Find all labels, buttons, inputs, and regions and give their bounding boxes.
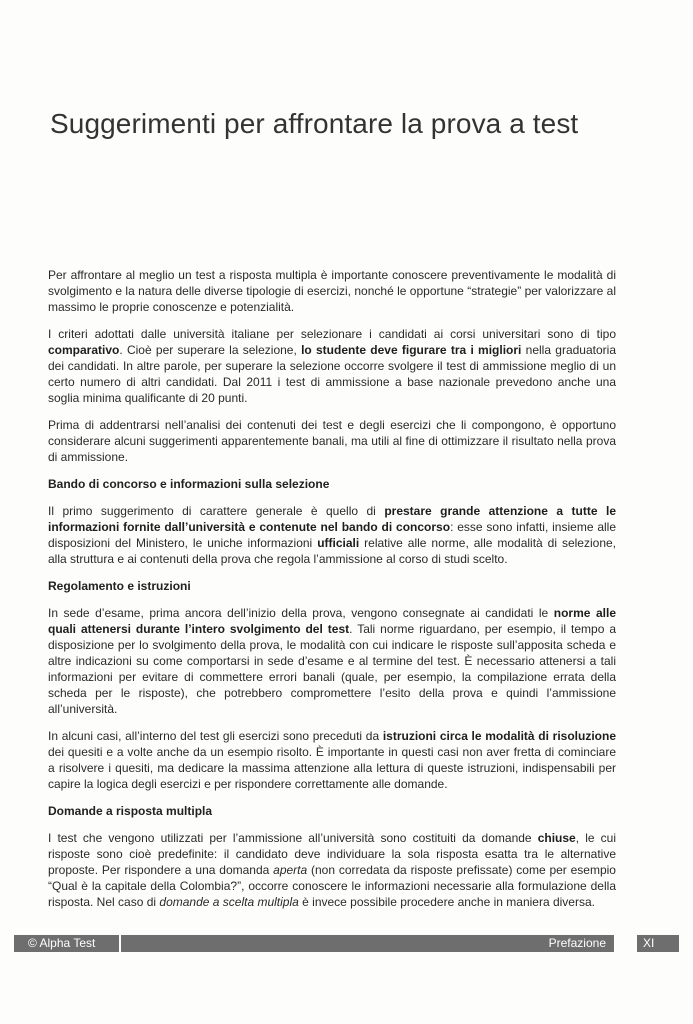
regolamento-paragraph — [48, 605, 616, 717]
bold-term: norme alle quali attenersi durante l’intero svolgimento del test — [48, 606, 617, 636]
text-run: , le cui risposte sono cioè predefinite: il candidato deve individuare la sola risposta esatta tra le alternative proposte. Per rispondere a una domanda — [48, 831, 616, 877]
italic-term: aperta — [273, 863, 308, 877]
text-run: è invece possibile procedere anche in maniera diversa. — [298, 895, 595, 909]
text-run: (non corredata da risposte prefissate) come per esempio “Qual è la capitale della Colombia?”, occorre conoscere le informazioni necessarie alla formulazione della risposta. Nel caso di — [48, 863, 616, 909]
preface-paragraph: Prima di addentrarsi nell’analisi dei contenuti dei test e degli esercizi che li compongono, è opportuno considerare alcuni suggerimenti apparentemente banali, ma utili al fine di ottimizzare il risultato nella prova di ammissione. — [48, 418, 616, 464]
text-run: Il primo suggerimento di carattere generale è quello di — [48, 504, 385, 518]
text-run: I criteri adottati dalle università italiane per selezionare i candidati ai corsi universitari sono di tipo — [48, 327, 616, 341]
section-heading-regolamento: Regolamento e istruzioni — [48, 579, 191, 593]
istruzioni-paragraph — [48, 728, 616, 792]
body-text — [48, 267, 616, 921]
page-title: Suggerimenti per affrontare la prova a test — [50, 108, 579, 139]
text-run: In sede d’esame, prima ancora dell’inizio della prova, vengono consegnate ai candidati le — [48, 606, 554, 620]
bold-term: lo studente deve figurare tra i migliori — [301, 343, 522, 357]
bold-term: chiuse — [537, 831, 576, 845]
domande-paragraph — [48, 830, 616, 910]
italic-term: domande a scelta multipla — [159, 895, 299, 909]
text-run: relative alle norme, alle modalità di selezione, alla struttura e ai contenuti della prova che regola l’ammissione al corso di studi scelto. — [48, 536, 616, 566]
intro-paragraph: Per affrontare al meglio un test a risposta multipla è importante conoscere preventivamente le modalità di svolgimento e la natura delle diverse tipologie di esercizi, nonché le opportune “strategie” per valorizzare al massimo le proprie conoscenze e potenzialità. — [48, 268, 616, 314]
text-run: . Tali norme riguardano, per esempio, il tempo a disposizione per lo svolgimento della prova, le modalità con cui indicare le risposte sull’apposita scheda e altre indicazioni su come comportarsi in sede d’esame e al termine del test. È necessario attenersi a tali informazioni per evitare di commettere errori banali (quale, per esempio, la compilazione errata della scheda per le risposte), che potrebbero compromettere l’esito della prova e quindi l’ammissione all’università. — [48, 622, 616, 716]
footer-publisher: © Alpha Test — [14, 935, 119, 952]
bold-term: ufficiali — [317, 536, 360, 550]
text-run: I test che vengono utilizzati per l’ammissione all’università sono costituiti da domande — [48, 831, 538, 845]
text-run: : esse sono infatti, insieme alle disposizioni del Ministero, le uniche informazioni — [48, 520, 617, 550]
bold-term: istruzioni circa le modalità di risoluzione — [382, 729, 616, 743]
bold-term: comparativo — [48, 343, 120, 357]
text-run: . Cioè per superare la selezione, — [119, 343, 302, 357]
criteria-paragraph — [48, 326, 616, 406]
text-run: In alcuni casi, all’interno del test gli esercizi sono preceduti da — [48, 729, 383, 743]
section-heading-domande: Domande a risposta multipla — [48, 804, 213, 818]
text-run: nella graduatoria dei candidati. In altre parole, per superare la selezione occorre svolgere il test di ammissione meglio di un certo numero di altri candidati. Dal 2011 i test di ammissione a base nazionale prevedono anche una soglia minima qualificante di 20 punti. — [48, 343, 616, 405]
page-number: XI — [637, 935, 679, 952]
text-run: dei quesiti e a volte anche da un esempio risolto. È importante in questi casi non aver fretta di cominciare a risolvere i quesiti, ma dedicare la massima attenzione alla lettura di queste istruzioni, indispensabili per capire la logica degli esercizi e per rispondere correttamente alle domande. — [48, 745, 616, 791]
section-heading-bando: Bando di concorso e informazioni sulla selezione — [48, 477, 330, 491]
bold-term: prestare grande attenzione a tutte le informazioni fornite dall’università e contenute nel bando di concorso — [48, 504, 616, 534]
bando-paragraph — [48, 503, 616, 567]
footer-section: Prefazione — [121, 935, 614, 952]
